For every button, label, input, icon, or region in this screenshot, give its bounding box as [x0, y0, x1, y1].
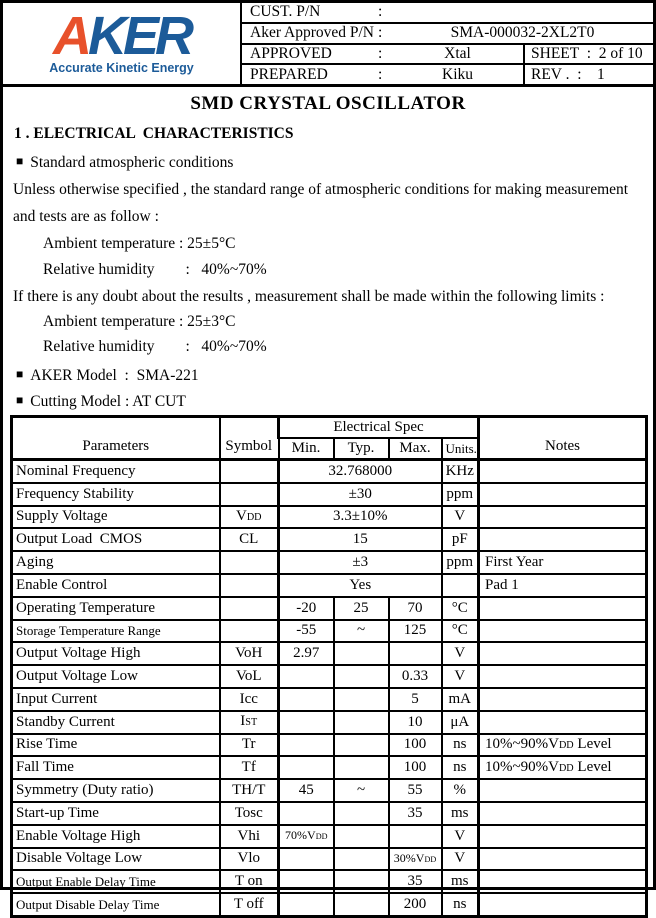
max-cell: 35 [389, 802, 442, 825]
page-title: SMD CRYSTAL OSCILLATOR [190, 93, 466, 114]
min-cell [279, 665, 334, 688]
max-cell: 100 [389, 756, 442, 779]
approved-pn-row [242, 24, 653, 45]
symbol-cell: T on [220, 870, 279, 893]
spec-row [12, 711, 647, 734]
prepared-row [242, 65, 653, 84]
logo-letter-a: A [52, 6, 88, 66]
symbol-cell: Tr [220, 734, 279, 757]
min-cell: 2.97 [279, 642, 334, 665]
prepared-colon: : [378, 65, 383, 83]
notes-cell [479, 528, 647, 551]
symbol-cell: CL [220, 528, 279, 551]
symbol-cell [220, 597, 279, 620]
units-cell: μA [442, 711, 479, 734]
notes-cell [479, 893, 647, 916]
param-cell: Standby Current [12, 711, 220, 734]
param-cell: Symmetry (Duty ratio) [12, 779, 220, 802]
units-cell: ms [442, 870, 479, 893]
col-header-min: Min. [279, 438, 334, 460]
notes-cell [479, 688, 647, 711]
max-cell: 5 [389, 688, 442, 711]
spec-row [12, 756, 647, 779]
approved-colon: : [378, 44, 383, 62]
typ-cell [334, 756, 389, 779]
paragraph-2: If there is any doubt about the results , measurement shall be made within the following limits : [13, 288, 605, 305]
units-cell: V [442, 665, 479, 688]
notes-cell [479, 642, 647, 665]
spec-row [12, 688, 647, 711]
paragraph-1-line-2: and tests are as follow : [13, 208, 159, 225]
symbol-cell: Vlo [220, 848, 279, 871]
min-cell [279, 802, 334, 825]
symbol-cell [220, 551, 279, 574]
bullet-square-icon: ■ [16, 393, 24, 407]
spec-row [12, 460, 647, 483]
spec-row [12, 642, 647, 665]
symbol-cell: TH/T [220, 779, 279, 802]
notes-cell [479, 460, 647, 483]
bullet-square-icon: ■ [16, 154, 24, 168]
rev-cell: REV . : 1 [523, 65, 653, 84]
min-cell: 70%VDD [279, 825, 334, 848]
relative-humidity-1: Relative humidity : 40%~70% [43, 261, 267, 278]
col-header-units: Units. [442, 438, 479, 460]
spec-row [12, 528, 647, 551]
spec-row [12, 825, 647, 848]
typ-cell: ~ [334, 779, 389, 802]
max-cell: 200 [389, 893, 442, 916]
max-cell: 30%VDD [389, 848, 442, 871]
param-cell: Input Current [12, 688, 220, 711]
approved-row [242, 45, 653, 66]
typ-cell [334, 825, 389, 848]
notes-cell [479, 711, 647, 734]
symbol-cell: Tosc [220, 802, 279, 825]
header-info [242, 3, 653, 84]
logo-letters-ker: KER [87, 6, 190, 66]
company-logo [3, 3, 242, 84]
param-cell: Output Load CMOS [12, 528, 220, 551]
param-cell: Storage Temperature Range [12, 620, 220, 643]
param-cell: Aging [12, 551, 220, 574]
units-cell: ns [442, 893, 479, 916]
approved-value: Xtal [444, 44, 471, 62]
symbol-cell [220, 574, 279, 597]
max-cell: 35 [389, 870, 442, 893]
symbol-cell: VoL [220, 665, 279, 688]
symbol-cell: Vhi [220, 825, 279, 848]
typ-cell: ~ [334, 620, 389, 643]
spec-merged-cell: ±3 [279, 551, 442, 574]
param-cell: Frequency Stability [12, 483, 220, 506]
spec-merged-cell: ±30 [279, 483, 442, 506]
units-cell: ppm [442, 483, 479, 506]
electrical-spec-table [10, 415, 648, 918]
prepared-value: Kiku [442, 65, 473, 83]
max-cell: 10 [389, 711, 442, 734]
symbol-cell: IST [220, 711, 279, 734]
relative-humidity-2: Relative humidity : 40%~70% [43, 338, 267, 355]
symbol-cell: Tf [220, 756, 279, 779]
min-cell [279, 848, 334, 871]
min-cell: -20 [279, 597, 334, 620]
units-cell: pF [442, 528, 479, 551]
min-cell [279, 688, 334, 711]
spec-table-head [12, 417, 647, 460]
col-header-parameters: Parameters [12, 417, 220, 460]
bullet-cutting-model [16, 391, 653, 411]
spec-merged-cell: Yes [279, 574, 442, 597]
spec-row [12, 483, 647, 506]
spec-row [12, 620, 647, 643]
approved-label: APPROVED [250, 44, 332, 62]
symbol-cell: VDD [220, 506, 279, 529]
spec-row [12, 551, 647, 574]
logo-wordmark [52, 6, 190, 66]
param-cell: Output Enable Delay Time [12, 870, 220, 893]
col-header-symbol: Symbol [220, 417, 279, 460]
param-cell: Output Voltage Low [12, 665, 220, 688]
min-cell [279, 711, 334, 734]
notes-cell: 10%~90%VDD Level [479, 756, 647, 779]
units-cell: ns [442, 734, 479, 757]
spec-merged-cell: 15 [279, 528, 442, 551]
max-cell: 70 [389, 597, 442, 620]
col-header-max: Max. [389, 438, 442, 460]
typ-cell [334, 734, 389, 757]
notes-cell [479, 620, 647, 643]
spec-merged-cell: 3.3±10% [279, 506, 442, 529]
symbol-cell: T off [220, 893, 279, 916]
max-cell: 100 [389, 734, 442, 757]
units-cell: V [442, 825, 479, 848]
prepared-label: PREPARED [250, 65, 328, 83]
typ-cell [334, 642, 389, 665]
max-cell: 125 [389, 620, 442, 643]
min-cell: -55 [279, 620, 334, 643]
symbol-cell [220, 620, 279, 643]
units-cell: °C [442, 620, 479, 643]
min-cell [279, 756, 334, 779]
notes-cell [479, 665, 647, 688]
notes-cell [479, 779, 647, 802]
notes-cell [479, 506, 647, 529]
typ-cell [334, 870, 389, 893]
param-cell: Start-up Time [12, 802, 220, 825]
param-cell: Disable Voltage Low [12, 848, 220, 871]
param-cell: Nominal Frequency [12, 460, 220, 483]
symbol-cell [220, 483, 279, 506]
col-header-electrical-spec: Electrical Spec [279, 417, 479, 439]
max-cell: 55 [389, 779, 442, 802]
units-cell: °C [442, 597, 479, 620]
section-heading: 1 . ELECTRICAL CHARACTERISTICS [14, 125, 294, 142]
units-cell: mA [442, 688, 479, 711]
typ-cell [334, 802, 389, 825]
symbol-cell [220, 460, 279, 483]
ambient-temperature-1: Ambient temperature : 25±5°C [43, 235, 236, 252]
spec-table-body [12, 460, 647, 917]
approved-pn-colon: : [378, 24, 383, 42]
min-cell [279, 734, 334, 757]
notes-cell [479, 597, 647, 620]
spec-row [12, 665, 647, 688]
notes-cell [479, 825, 647, 848]
cutting-model-text: Cutting Model : AT CUT [30, 393, 186, 410]
notes-cell [479, 870, 647, 893]
units-cell: % [442, 779, 479, 802]
bullet-square-icon: ■ [16, 367, 24, 381]
notes-cell: 10%~90%VDD Level [479, 734, 647, 757]
typ-cell [334, 893, 389, 916]
units-cell: V [442, 848, 479, 871]
typ-cell: 25 [334, 597, 389, 620]
units-cell [442, 574, 479, 597]
symbol-cell: VoH [220, 642, 279, 665]
ambient-temperature-2: Ambient temperature : 25±3°C [43, 313, 236, 330]
spec-row [12, 597, 647, 620]
spec-row [12, 893, 647, 916]
spec-row [12, 870, 647, 893]
approved-pn-value: SMA-000032-2XL2T0 [450, 24, 595, 42]
max-cell: 0.33 [389, 665, 442, 688]
notes-cell: Pad 1 [479, 574, 647, 597]
cust-pn-label: CUST. P/N [250, 3, 321, 21]
typ-cell [334, 665, 389, 688]
cust-pn-row [242, 3, 653, 24]
max-cell [389, 825, 442, 848]
min-cell [279, 870, 334, 893]
notes-cell [479, 802, 647, 825]
notes-cell: First Year [479, 551, 647, 574]
bullet-standard-conditions [16, 152, 653, 172]
param-cell: Enable Voltage High [12, 825, 220, 848]
spec-row [12, 802, 647, 825]
param-cell: Fall Time [12, 756, 220, 779]
notes-cell [479, 848, 647, 871]
spec-row [12, 734, 647, 757]
col-header-notes: Notes [479, 417, 647, 460]
param-cell: Operating Temperature [12, 597, 220, 620]
units-cell: KHz [442, 460, 479, 483]
bullet-aker-model [16, 365, 653, 385]
spec-row [12, 779, 647, 802]
symbol-cell: Icc [220, 688, 279, 711]
param-cell: Output Voltage High [12, 642, 220, 665]
bullet-standard-conditions-text: Standard atmospheric conditions [30, 154, 234, 171]
param-cell: Rise Time [12, 734, 220, 757]
param-cell: Supply Voltage [12, 506, 220, 529]
notes-cell [479, 483, 647, 506]
typ-cell [334, 711, 389, 734]
units-cell: ns [442, 756, 479, 779]
spec-row [12, 574, 647, 597]
min-cell: 45 [279, 779, 334, 802]
cust-pn-colon: : [378, 3, 383, 21]
spec-row [12, 506, 647, 529]
param-cell: Output Disable Delay Time [12, 893, 220, 916]
units-cell: ppm [442, 551, 479, 574]
min-cell [279, 893, 334, 916]
sheet-cell: SHEET : 2 of 10 [523, 45, 653, 64]
spec-merged-cell: 32.768000 [279, 460, 442, 483]
col-header-typ: Typ. [334, 438, 389, 460]
spec-header-row-1 [12, 417, 647, 439]
spec-row [12, 848, 647, 871]
approved-pn-label: Aker Approved P/N [250, 24, 374, 42]
aker-model-text: AKER Model : SMA-221 [30, 367, 199, 384]
max-cell [389, 642, 442, 665]
units-cell: V [442, 642, 479, 665]
paragraph-1-line-1: Unless otherwise specified , the standard range of atmospheric conditions for making measurement [13, 181, 629, 198]
param-cell: Enable Control [12, 574, 220, 597]
units-cell: ms [442, 802, 479, 825]
units-cell: V [442, 506, 479, 529]
logo-tagline: Accurate Kinetic Energy [49, 61, 194, 75]
header-table [3, 3, 653, 87]
typ-cell [334, 848, 389, 871]
typ-cell [334, 688, 389, 711]
